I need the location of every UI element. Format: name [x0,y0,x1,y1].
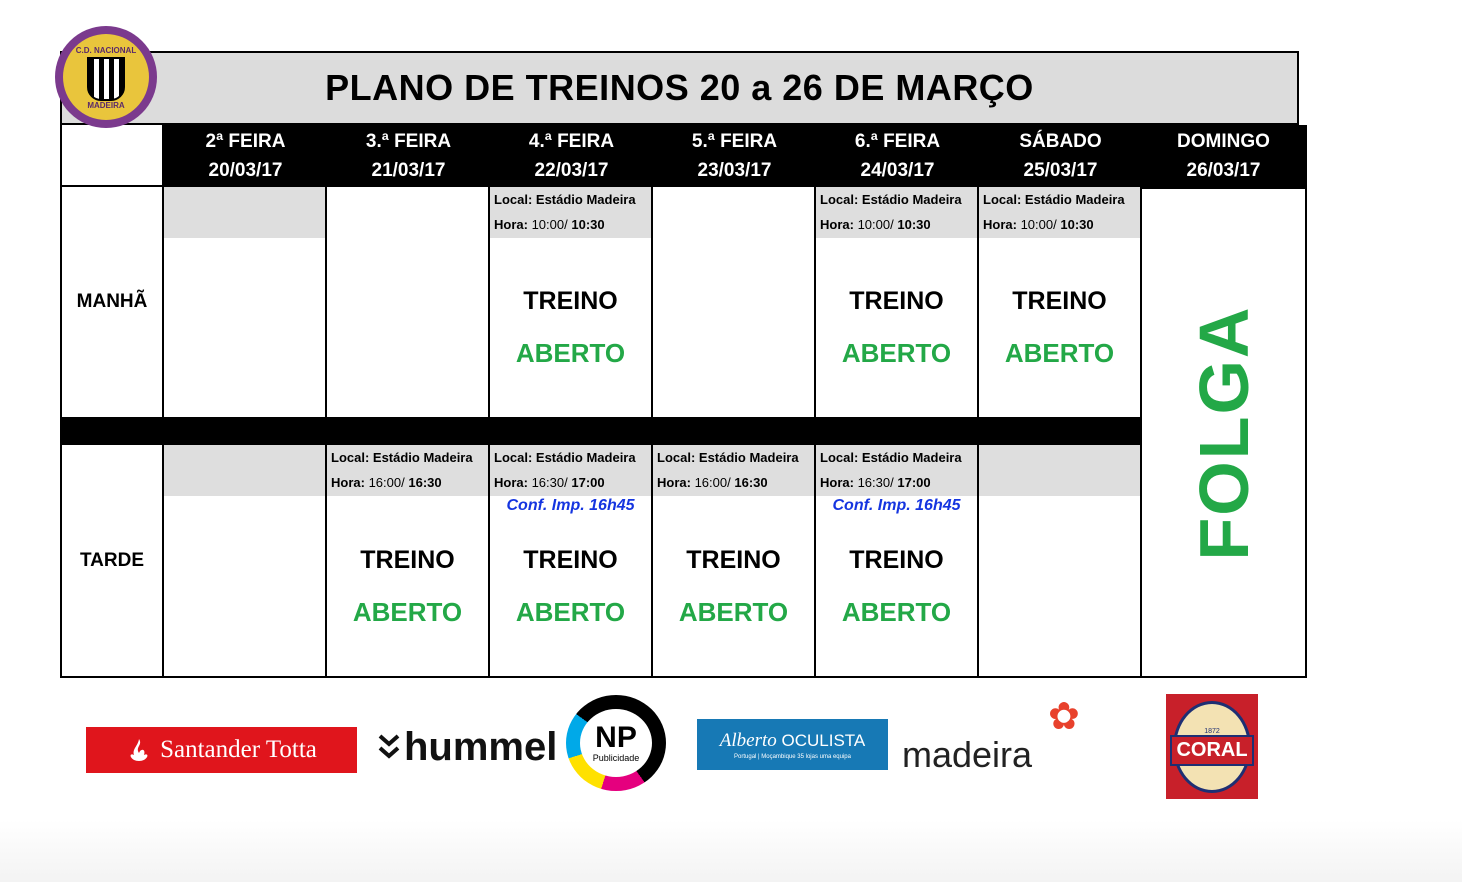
session-status: ABERTO [841,338,952,368]
coral-year: 1872 [1204,727,1220,735]
sponsor-np-logo [566,695,680,793]
alberto-tagline: Portugal | Moçambique 35 lojas uma equipa [734,753,851,760]
day-date: 24/03/17 [860,160,935,181]
session-type: TREINO [1012,287,1107,315]
session-info [653,445,814,496]
hummel-name: hummel [404,724,558,769]
afternoon-cell-2 [327,445,490,676]
sponsor-hummel-logo [378,722,557,772]
session-time: Hora: 10:00/ 10:30 [820,217,931,232]
session-status: ABERTO [1004,338,1115,368]
session-status: ABERTO [841,597,952,627]
training-schedule [60,51,1303,680]
header-corner [62,125,164,187]
press-conference-note: Conf. Imp. 16h45 [832,497,961,514]
morning-cell-3 [490,187,653,417]
morning-cell-1 [164,187,327,417]
day-name: 6.ª FEIRA [854,131,941,152]
flower-icon: ✿ [1048,696,1080,738]
day-name: 2ª FEIRA [205,131,286,152]
row-separator [653,417,816,445]
row-separator [979,417,1142,445]
flame-icon [126,737,152,763]
session-info [816,187,977,238]
session-status: ABERTO [678,597,789,627]
session-location: Local: Estádio Madeira [820,192,962,207]
day-date: 23/03/17 [697,160,772,181]
day-date: 26/03/17 [1186,160,1261,181]
session-location: Local: Estádio Madeira [820,450,962,465]
day-header-5 [816,125,979,187]
day-name: SÁBADO [1019,131,1102,152]
session-type: TREINO [360,546,455,574]
rest-day-cell [1142,187,1305,676]
session-info-empty [164,445,325,496]
afternoon-cell-5 [816,445,979,676]
session-location: Local: Estádio Madeira [983,192,1125,207]
day-header-6 [979,125,1142,187]
session-info-empty [164,187,325,238]
schedule-title: PLANO DE TREINOS 20 a 26 DE MARÇO [325,67,1034,108]
session-time: Hora: 16:30/ 17:00 [494,475,605,490]
session-time: Hora: 10:00/ 10:30 [494,217,605,232]
morning-cell-4 [653,187,816,417]
period-label-afternoon: TARDE [62,445,164,676]
day-header-2 [327,125,490,187]
session-type: TREINO [849,546,944,574]
session-status: ABERTO [515,338,626,368]
afternoon-cell-3 [490,445,653,676]
day-header-1 [164,125,327,187]
club-badge-name: C.D. NACIONAL [75,46,137,55]
sponsor-madeira-logo [902,696,1102,776]
alberto-name: Alberto OCULISTA [719,729,866,751]
session-info [490,445,651,496]
morning-cell-2 [327,187,490,417]
row-separator [327,417,490,445]
session-location: Local: Estádio Madeira [331,450,473,465]
session-location: Local: Estádio Madeira [657,450,799,465]
chevron-down-icon [378,732,400,762]
session-info [327,445,488,496]
day-date: 21/03/17 [371,160,446,181]
np-mark: NP [595,721,637,754]
np-subtitle: Publicidade [592,753,640,763]
session-status: ABERTO [352,597,463,627]
coral-name: CORAL [1170,735,1253,766]
session-time: Hora: 16:30/ 17:00 [820,475,931,490]
day-name: 5.ª FEIRA [691,131,778,152]
day-name: 4.ª FEIRA [528,131,615,152]
sponsor-santander-logo [86,727,357,773]
day-name: 3.ª FEIRA [365,131,452,152]
club-badge [55,26,157,128]
session-info [979,187,1140,238]
day-name: DOMINGO [1177,131,1270,152]
session-type: TREINO [523,287,618,315]
afternoon-cell-6 [979,445,1142,676]
row-separator [490,417,653,445]
day-date: 20/03/17 [208,160,283,181]
press-conference-note: Conf. Imp. 16h45 [506,497,635,514]
session-time: Hora: 10:00/ 10:30 [983,217,1094,232]
schedule-title-bar [60,51,1299,125]
afternoon-cell-1 [164,445,327,676]
club-crest-icon [87,57,125,101]
row-separator [164,417,327,445]
morning-cell-6 [979,187,1142,417]
day-header-3 [490,125,653,187]
day-header-4 [653,125,816,187]
club-badge-inner [63,34,149,120]
session-type: TREINO [523,546,618,574]
sponsor-alberto-oculista-logo [697,719,888,770]
santander-name: Santander Totta [160,736,317,763]
schedule-grid [60,125,1307,678]
coral-label [1173,701,1251,793]
club-badge-region: MADEIRA [87,101,125,110]
session-type: TREINO [686,546,781,574]
madeira-name: madeira [902,734,1033,775]
session-info [816,445,977,496]
session-time: Hora: 16:00/ 16:30 [657,475,768,490]
afternoon-cell-4 [653,445,816,676]
session-type: TREINO [849,287,944,315]
day-date: 25/03/17 [1023,160,1098,181]
row-separator [62,417,164,445]
session-location: Local: Estádio Madeira [494,192,636,207]
rest-day-label: FOLGA [1184,305,1263,560]
day-date: 22/03/17 [534,160,609,181]
page-bottom-shade [0,820,1462,882]
row-separator [816,417,979,445]
sponsor-coral-logo [1166,694,1258,799]
np-center [580,709,652,777]
session-status: ABERTO [515,597,626,627]
morning-cell-5 [816,187,979,417]
session-time: Hora: 16:00/ 16:30 [331,475,442,490]
session-location: Local: Estádio Madeira [494,450,636,465]
session-info-empty [979,445,1140,496]
session-info [490,187,651,238]
day-header-7 [1142,125,1305,187]
period-label-morning: MANHÃ [62,187,164,417]
